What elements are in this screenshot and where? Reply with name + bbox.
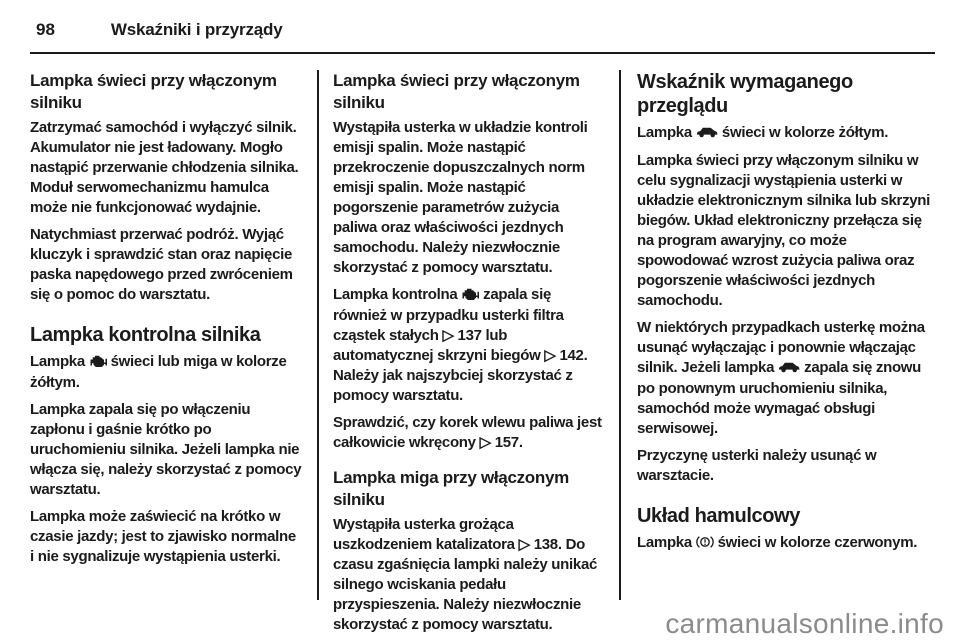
paragraph: Lampka świeci w kolorze czerwonym. bbox=[637, 533, 935, 554]
check-engine-icon bbox=[89, 353, 107, 373]
column-1 bbox=[30, 70, 302, 642]
paragraph: Wystąpiła usterka w układzie kontroli emisji spalin. Może nastąpić przekroczenie dopuszczalnych norm emisji spalin. Może nastąpić pogorszenie parametrów zużycia paliwa oraz właściwości jezdnych samochodu. Należy niezwłocznie skorzystać z pomocy warsztatu. bbox=[333, 119, 588, 276]
check-engine-icon bbox=[461, 286, 479, 306]
sub-heading: Lampka świeci przy włączonym silniku bbox=[30, 71, 277, 112]
page-reference: ▷ 137 bbox=[442, 327, 482, 344]
section-heading: Układ hamulcowy bbox=[637, 505, 800, 527]
column-divider bbox=[619, 70, 621, 600]
paragraph: Przyczynę usterki należy usunąć w warsztacie. bbox=[637, 447, 877, 484]
paragraph: Lampka może zaświecić na krótko w czasie jazdy; jest to zjawisko normalne i nie sygnalizuje wystąpienia usterki. bbox=[30, 508, 296, 565]
page-reference: ▷ 157 bbox=[479, 434, 519, 451]
paragraph: Lampka kontrolna zapala się również w przypadku usterki filtra cząstek stałych ▷ 137 lub automatycznej skrzyni biegów ▷ 142. Należy jak najszybciej skorzystać z pomocy warsztatu. bbox=[333, 286, 588, 404]
paragraph: Lampka świeci lub miga w kolorze żółtym. bbox=[30, 353, 287, 391]
section-heading: Wskaźnik wymaganego przeglądu bbox=[637, 71, 853, 117]
brake-warning-icon bbox=[696, 534, 714, 554]
paragraph: Lampka świeci przy włączonym silniku w celu sygnalizacji wystąpienia usterki w układzie elektronicznym silnika lub skrzyni biegów. Układ elektroniczny przełącza się na program awaryjny, co może spowodować wzrost zużycia paliwa oraz pogorszenie właściwości jezdnych samochodu. bbox=[637, 152, 931, 309]
paragraph: Wystąpiła usterka grożąca uszkodzeniem katalizatora ▷ 138. Do czasu zgaśnięcia lampki należy unikać silnego wciskania pedału przyspieszenia. Należy niezwłocznie skorzystać z pomocy warsztatu. bbox=[333, 516, 598, 633]
chapter-title: Wskaźniki i przyrządy bbox=[110, 20, 283, 39]
text-columns bbox=[30, 70, 935, 642]
sub-heading: Lampka miga przy włączonym silniku bbox=[333, 468, 569, 509]
paragraph: Zatrzymać samochód i wyłączyć silnik. Akumulator nie jest ładowany. Mogło nastąpić przerwanie chłodzenia silnika. Moduł serwomechanizmu hamulca może nie funkcjonować wydajnie. bbox=[30, 119, 299, 216]
sub-heading: Lampka świeci przy włączonym silniku bbox=[333, 71, 580, 112]
paragraph: Natychmiast przerwać podróż. Wyjąć kluczyk i sprawdzić stan oraz napięcie paska napędowego przed zwróceniem się o pomoc do warsztatu. bbox=[30, 226, 293, 303]
column-3 bbox=[637, 70, 935, 642]
column-2 bbox=[333, 70, 605, 642]
column-divider bbox=[317, 70, 319, 600]
page-header bbox=[30, 16, 935, 54]
car-service-icon bbox=[696, 124, 718, 144]
section-heading: Lampka kontrolna silnika bbox=[30, 324, 261, 346]
paragraph: W niektórych przypadkach usterkę można usunąć wyłączając i ponownie włączając silnik. Jeżeli lampka zapala się znowu po ponownym uruchomieniu silnika, samochód może wymagać obsługi serwisowej. bbox=[637, 319, 925, 437]
paragraph: Lampka świeci w kolorze żółtym. bbox=[637, 123, 935, 144]
watermark: carmanualsonline.info bbox=[665, 608, 944, 639]
paragraph: Lampka zapala się po włączeniu zapłonu i gaśnie krótko po uruchomieniu silnika. Jeżeli lampka nie włącza się, należy skorzystać z pomocy warsztatu. bbox=[30, 401, 302, 498]
page-reference: ▷ 142 bbox=[544, 347, 584, 364]
page-reference: ▷ 138 bbox=[518, 536, 558, 553]
car-service-icon bbox=[778, 359, 800, 379]
paragraph: Sprawdzić, czy korek wlewu paliwa jest całkowicie wkręcony ▷ 157. bbox=[333, 414, 602, 451]
page-number: 98 bbox=[36, 20, 55, 39]
